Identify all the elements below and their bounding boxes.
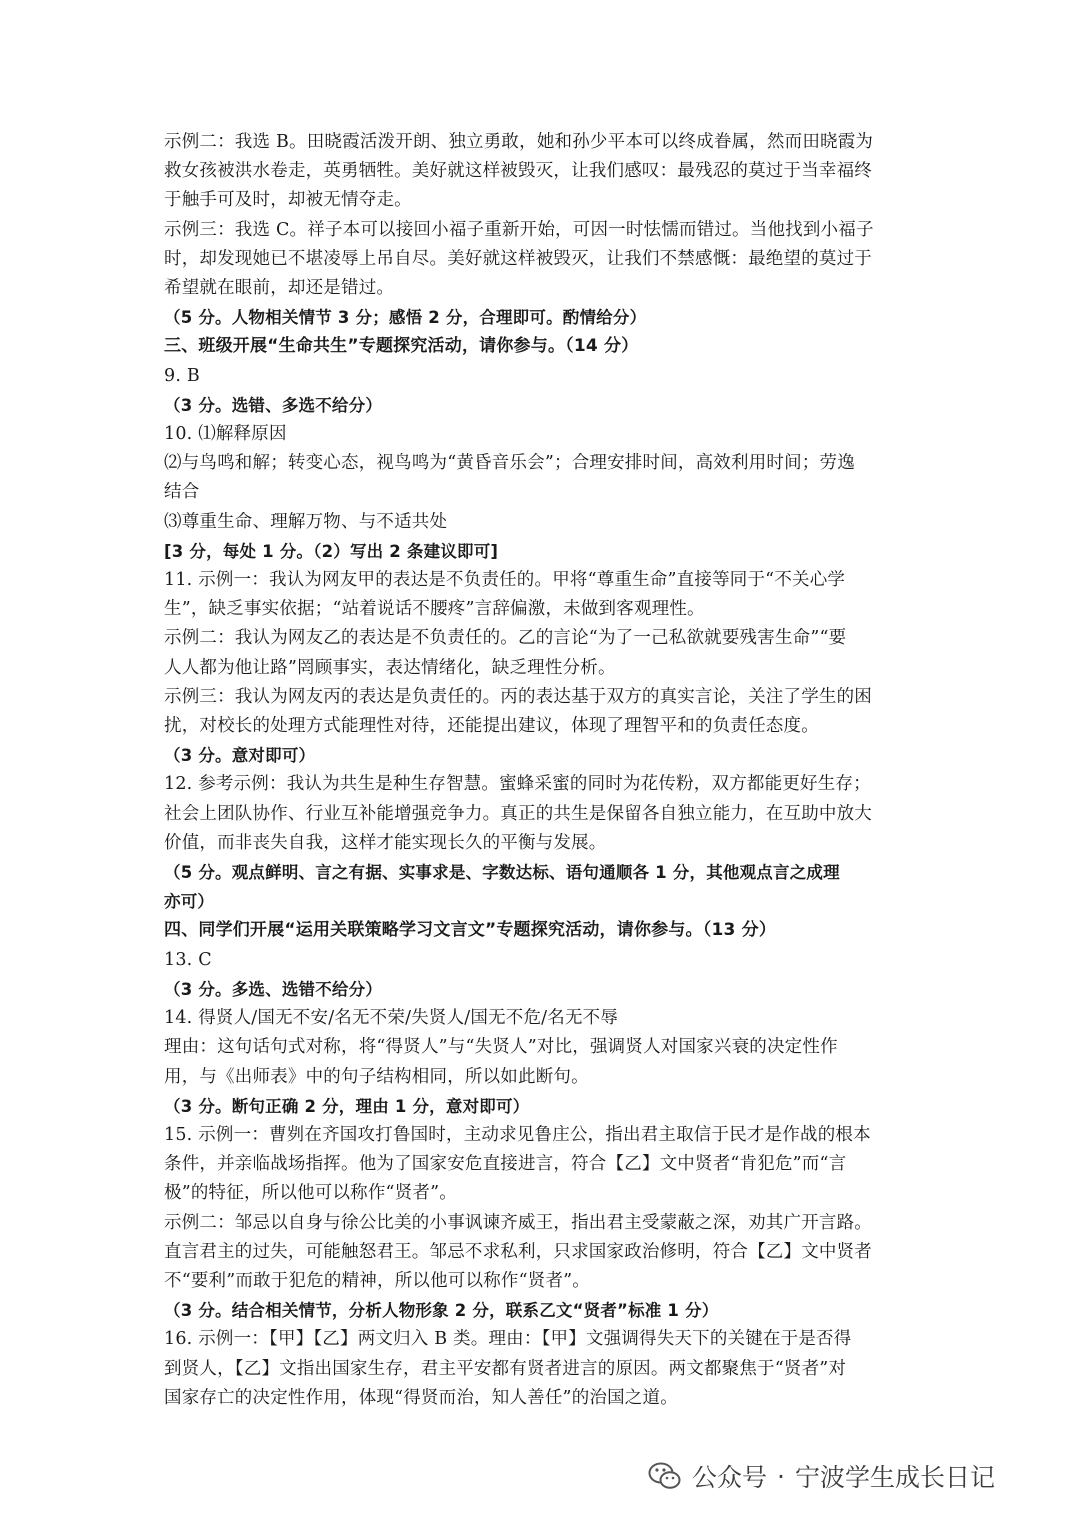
text-line: 价值，而非丧失自我，这样才能实现长久的平衡与发展。 [164, 832, 607, 853]
text-line: 结合 [164, 482, 200, 503]
text-line: 救女孩被洪水卷走，英勇牺牲。美好就这样被毁灭，让我们感叹：最残忍的莫过于当幸福终 [164, 161, 872, 182]
text-line: 扰，对校长的处理方式能理性对待，还能提出建议，体现了理智平和的负责任态度。 [164, 716, 819, 737]
scoring-note: [3 分，每处 1 分。（2）写出 2 条建议即可] [164, 541, 499, 561]
answer-document [164, 128, 920, 1413]
text-line: 人人都为他让路”罔顾事实，表达情绪化，缺乏理性分析。 [164, 657, 616, 678]
text-line: 9. B [164, 365, 200, 386]
scoring-note: （3 分。断句正确 2 分，理由 1 分，意对即可） [164, 1096, 530, 1116]
text-line: 15. 示例一：曹刿在齐国攻打鲁国时，主动求见鲁庄公，指出君主取信于民才是作战的根本 [164, 1124, 871, 1145]
watermark-footer [648, 1456, 995, 1496]
scoring-note: 亦可） [164, 892, 215, 912]
text-line: 12. 参考示例：我认为共生是种生存智慧。蜜蜂采蜜的同时为花传粉，双方都能更好生存； [164, 774, 871, 795]
text-line: 时，却发现她已不堪凌辱上吊自尽。美好就这样被毁灭，让我们不禁感慨：最绝望的莫过于 [164, 248, 872, 269]
scoring-note: （5 分。观点鲜明、言之有据、实事求是、字数达标、语句通顺各 1 分，其他观点言之成理 [164, 863, 840, 883]
text-line: 生”，缺乏事实依据；“站着说话不腰疼”言辞偏激，未做到客观理性。 [164, 599, 705, 620]
section-heading: 四、同学们开展“运用关联策略学习文言文”专题探究活动，请你参与。（13 分） [164, 920, 777, 941]
scoring-note: （3 分。结合相关情节，分析人物形象 2 分，联系乙文“贤者”标准 1 分） [164, 1301, 719, 1321]
text-line: 示例三：我选 C。祥子本可以接回小福子重新开始，可因一时怯懦而错过。当他找到小福子 [164, 219, 874, 240]
text-line: ⑶尊重生命、理解万物、与不适共处 [164, 511, 448, 532]
text-line: 不“要利”而敢于犯危的精神，所以他可以称作“贤者”。 [164, 1270, 590, 1291]
text-line: 用，与《出师表》中的句子结构相同，所以如此断句。 [164, 1066, 589, 1087]
section-heading: 三、班级开展“生命共生”专题探究活动，请你参与。（14 分） [164, 336, 639, 357]
text-line: ⑵与鸟鸣和解；转变心态，视鸟鸣为“黄昏音乐会”；合理安排时间，高效利用时间；劳逸 [164, 453, 855, 474]
footer-separator: · [777, 1461, 785, 1491]
text-line: 示例二：我认为网友乙的表达是不负责任的。乙的言论“为了一己私欲就要残害生命”“要 [164, 628, 847, 649]
text-line: 示例二：我选 B。田晓霞活泼开朗、独立勇敢，她和孙少平本可以终成眷属，然而田晓霞为 [164, 132, 874, 152]
text-line: 于触手可及时，却被无情夺走。 [164, 190, 412, 211]
text-line: 13. C [164, 949, 212, 970]
text-line: 理由：这句话句式对称，将“得贤人”与“失贤人”对比，强调贤人对国家兴衰的决定性作 [164, 1037, 838, 1058]
text-line: 14. 得贤人/国无不安/名无不荣/失贤人/国无不危/名无不辱 [164, 1008, 619, 1029]
scoring-note: （3 分。意对即可） [164, 746, 316, 766]
text-line: 条件，并亲临战场指挥。他为了国家安危直接进言，符合【乙】文中贤者“肯犯危”而“言 [164, 1154, 847, 1175]
text-line: 希望就在眼前，却还是错过。 [164, 278, 395, 299]
text-line: 16. 示例一：【甲】【乙】两文归入 B 类。理由：【甲】文强调得失天下的关键在于是否得 [164, 1329, 852, 1350]
text-line: 到贤人，【乙】文指出国家生存，君主平安都有贤者进言的原因。两文都聚焦于“贤者”对 [164, 1358, 847, 1379]
text-line: 示例三：我认为网友丙的表达是负责任的。丙的表达基于双方的真实言论，关注了学生的困 [164, 686, 872, 707]
scoring-note: （3 分。选错、多选不给分） [164, 395, 383, 415]
text-line: 极”的特征，所以他可以称作“贤者”。 [164, 1183, 457, 1204]
text-line: 10. ⑴解释原因 [164, 424, 287, 445]
account-label: 公众号 [692, 1463, 768, 1492]
text-line: 直言君主的过失，可能触怒君王。邹忌不求私利，只求国家政治修明，符合【乙】文中贤者 [164, 1241, 872, 1262]
account-name: 宁波学生成长日记 [794, 1463, 995, 1492]
scoring-note: （3 分。多选、选错不给分） [164, 979, 383, 999]
wechat-icon [648, 1461, 682, 1491]
text-line: 国家存亡的决定性作用，体现“得贤而治，知人善任”的治国之道。 [164, 1387, 678, 1408]
text-line: 示例二：邹忌以自身与徐公比美的小事讽谏齐威王，指出君主受蒙蔽之深，劝其广开言路。 [164, 1212, 872, 1233]
text-line: 11. 示例一：我认为网友甲的表达是不负责任的。甲将“尊重生命”直接等同于“不关心学 [164, 570, 846, 591]
text-line: 社会上团队协作、行业互补能增强竞争力。真正的共生是保留各自独立能力，在互助中放大 [164, 803, 872, 824]
scoring-note: （5 分。人物相关情节 3 分；感悟 2 分，合理即可。酌情给分） [164, 308, 647, 328]
